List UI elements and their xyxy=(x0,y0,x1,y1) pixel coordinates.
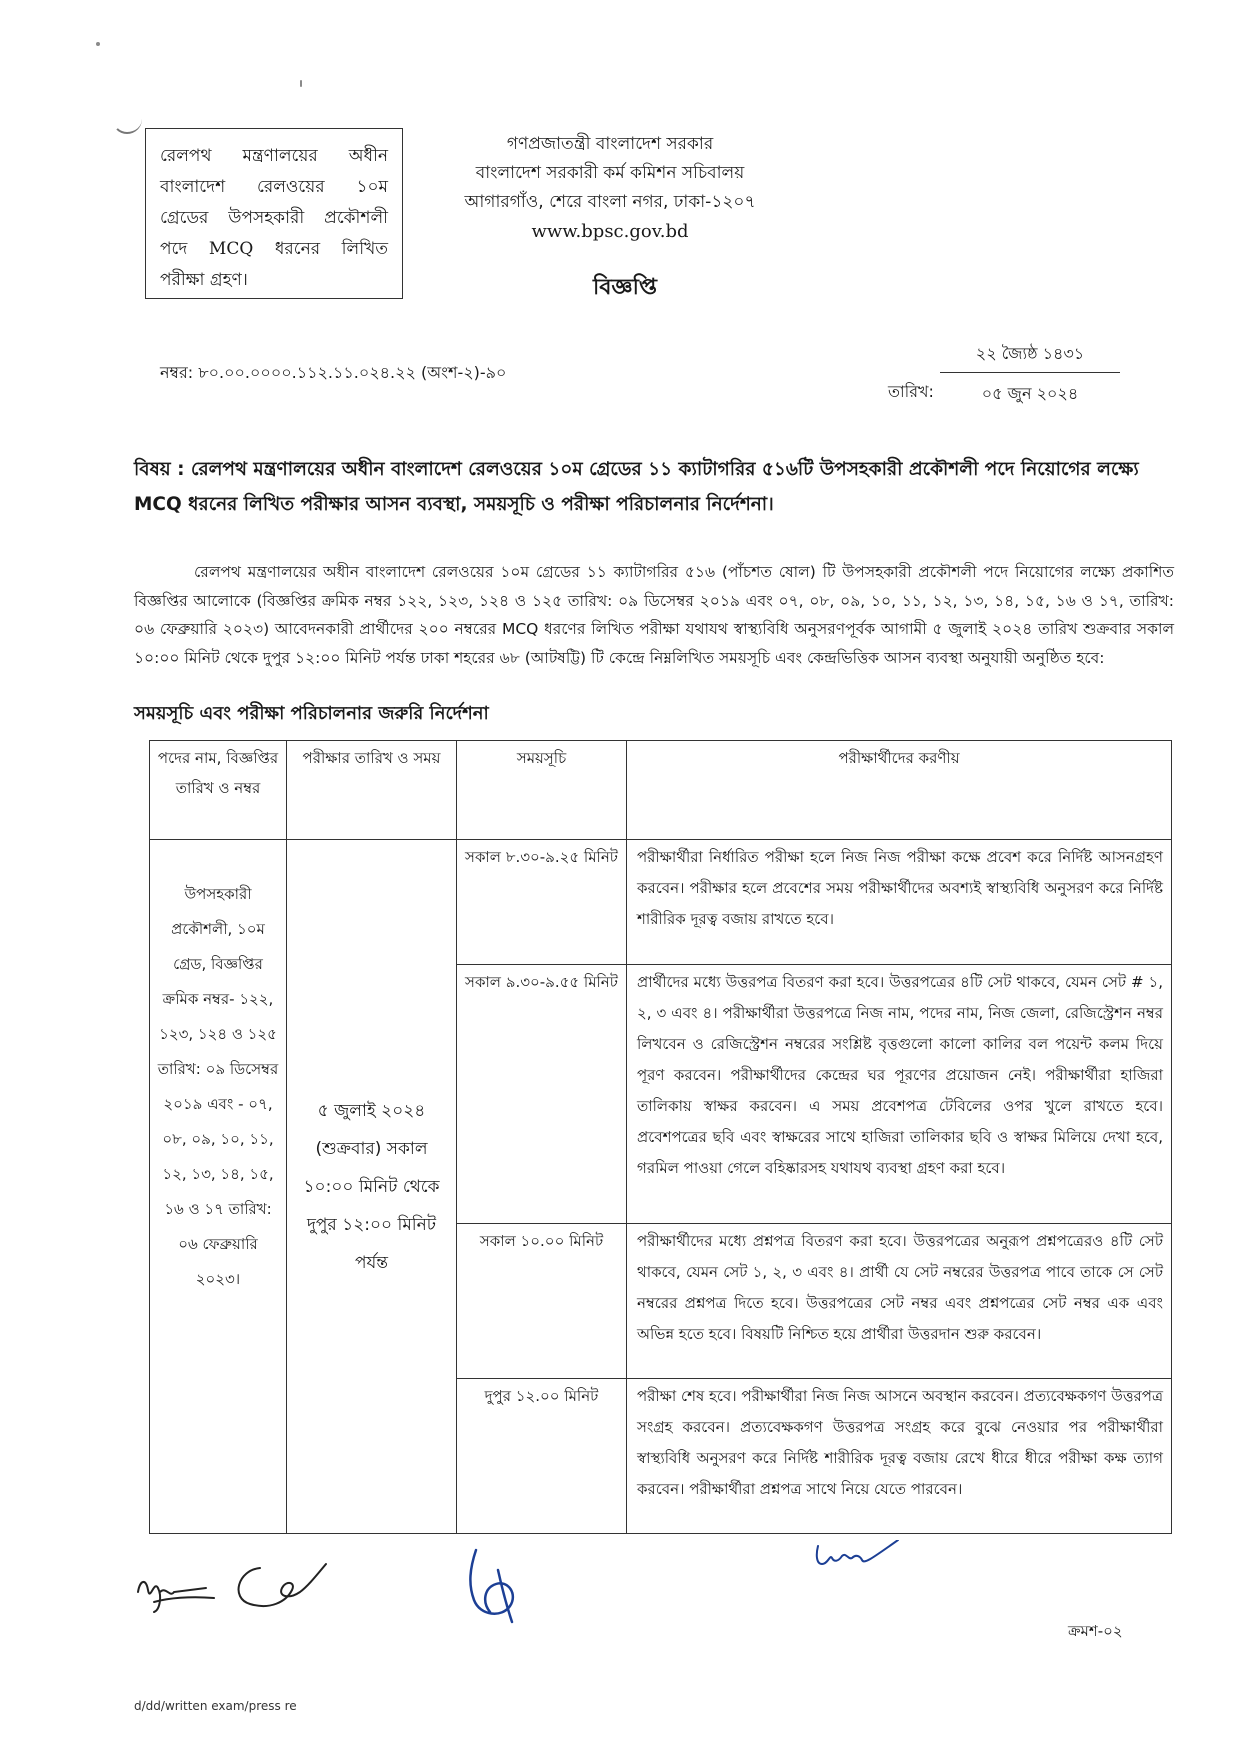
instruction-cell: পরীক্ষার্থীদের মধ্যে প্রশ্নপত্র বিতরণ করা হবে। উত্তরপত্রের অনুরূপ প্রশ্নপত্রেরও ৪টি সেট থাকবে, যেমন সেট ১, ২, ৩ এবং ৪। প্রার্থী যে সেট নম্বরের উত্তরপত্র পাবে তাকে সে সেট নম্বরের প্রশ্নপত্র দিতে হবে। উত্তরপত্রের সেট নম্বর এবং প্রশ্নপত্রের সেট নম্বর এক এবং অভিন্ন হতে হবে। বিষয়টি নিশ্চিত হয়ে প্রার্থীরা উত্তরদান শুরু করবেন। xyxy=(627,1224,1172,1379)
scan-dot xyxy=(300,80,302,87)
post-info-cell: উপসহকারী প্রকৌশলী, ১০ম গ্রেড, বিজ্ঞপ্তির ক্রমিক নম্বর- ১২২, ১২৩, ১২৪ ও ১২৫ তারিখ: ০৯ ডিসেম্বর ২০১৯ এবং - ০৭, ০৮, ০৯, ১০, ১১, ১২, ১৩, ১৪, ১৫, ১৬ ও ১৭ তারিখ: ০৬ ফেব্রুয়ারি ২০২৩। xyxy=(150,840,287,1534)
schedule-slot: সকাল ৯.৩০-৯.৫৫ মিনিট xyxy=(457,965,627,1224)
letterhead-line-address: আগারগাঁও, শেরে বাংলা নগর, ঢাকা-১২০৭ xyxy=(464,192,756,212)
header-exam-time: পরীক্ষার তারিখ ও সময় xyxy=(287,741,457,840)
continued-label: ক্রমশ-০২ xyxy=(1068,1622,1123,1640)
date-gregorian: ০৫ জুন ২০২৪ xyxy=(981,384,1079,403)
subject-box: রেলপথ মন্ত্রণালয়ের অধীন বাংলাদেশ রেলওয়ের ১০ম গ্রেডের উপসহকারী প্রকৌশলী পদে MCQ ধরনের লিখিত পরীক্ষা গ্রহণ। xyxy=(145,128,403,299)
notice-title: বিজ্ঞপ্তি xyxy=(593,275,657,300)
memo-number: নম্বর: ৮০.০০.০০০০.১১২.১১.০২৪.২২ (অংশ-২)-৯০ xyxy=(160,363,507,382)
signature-2 xyxy=(239,1564,326,1606)
schedule-slot: সকাল ৮.৩০-৯.২৫ মিনিট xyxy=(457,840,627,965)
table-header-row xyxy=(150,741,1172,840)
instruction-cell: পরীক্ষা শেষ হবে। পরীক্ষার্থীরা নিজ নিজ আসনে অবস্থান করবেন। প্রত্যবেক্ষকগণ উত্তরপত্র সংগ্রহ করবেন। প্রত্যবেক্ষকগণ উত্তরপত্র সংগ্রহ করে বুঝে নেওয়ার পর পরীক্ষার্থীরা স্বাস্থ্যবিধি অনুসরণ করে নির্দিষ্ট শারীরিক দূরত্ব বজায় রেখে ধীরে ধীরে পরীক্ষা কক্ষ ত্যাগ করবেন। পরীক্ষার্থীরা প্রশ্নপত্র সাথে নিয়ে যেতে পারবেন। xyxy=(627,1379,1172,1534)
instruction-cell: পরীক্ষার্থীরা নির্ধারিত পরীক্ষা হলে নিজ নিজ পরীক্ষা কক্ষে প্রবেশ করে নির্দিষ্ট আসনগ্রহণ করবেন। পরীক্ষার হলে প্রবেশের সময় পরীক্ষার্থীদের অবশ্যই স্বাস্থ্যবিধি অনুসরণ করে নির্দিষ্ট শারীরিক দূরত্ব বজায় রাখতে হবে। xyxy=(627,840,1172,965)
schedule-slot: দুপুর ১২.০০ মিনিট xyxy=(457,1379,627,1534)
instruction-cell: প্রার্থীদের মধ্যে উত্তরপত্র বিতরণ করা হবে। উত্তরপত্রের ৪টি সেট থাকবে, যেমন সেট # ১, ২, ৩ এবং ৪। পরীক্ষার্থীরা উত্তরপত্রে নিজ নাম, পদের নাম, নিজ জেলা, রেজিস্ট্রেশন নম্বর লিখবেন ও রেজিস্ট্রেশন নম্বরের সংশ্লিষ্ট বৃত্তগুলো কালো কালির বল পয়েন্ট কলম দিয়ে পূরণ করবেন। পরীক্ষার্থীদের কেন্দ্রের ঘর পূরণের প্রয়োজন নেই। পরীক্ষার্থীরা হাজিরা তালিকায় স্বাক্ষর করবেন। এ সময় প্রবেশপত্র টেবিলের ওপর খুলে রাখতে হবে। প্রবেশপত্রের ছবি এবং স্বাক্ষরের সাথে হাজিরা তালিকার ছবি ও স্বাক্ষর মিলিয়ে দেখা হবে, গরমিল পাওয়া গেলে বহিষ্কারসহ যথাযথ ব্যবস্থা গ্রহণ করা হবে। xyxy=(627,965,1172,1224)
signature-1 xyxy=(138,1582,214,1612)
scan-curve xyxy=(112,112,142,134)
letterhead-line-government: গণপ্রজাতন্ত্রী বাংলাদেশ সরকার xyxy=(506,134,714,154)
header-post: পদের নাম, বিজ্ঞপ্তির তারিখ ও নম্বর xyxy=(150,741,287,840)
subject-line: বিষয় : রেলপথ মন্ত্রণালয়ের অধীন বাংলাদেশ রেলওয়ের ১০ম গ্রেডের ১১ ক্যাটাগরির ৫১৬টি উপসহকারী প্রকৌশলী পদে নিয়োগের লক্ষ্যে MCQ ধরনের লিখিত পরীক্ষার আসন ব্যবস্থা, সময়সূচি ও পরীক্ষা পরিচালনার নির্দেশনা। xyxy=(134,459,1139,515)
exam-time-cell: ৫ জুলাই ২০২৪ (শুক্রবার) সকাল ১০:০০ মিনিট থেকে দুপুর ১২:০০ মিনিট পর্যন্ত xyxy=(287,840,457,1534)
signature-3 xyxy=(470,1550,512,1622)
header-schedule: সময়সূচি xyxy=(457,741,627,840)
signature-4 xyxy=(817,1540,898,1564)
signatures xyxy=(110,1540,1150,1650)
body-paragraph: রেলপথ মন্ত্রণালয়ের অধীন বাংলাদেশ রেলওয়ের ১০ম গ্রেডের ১১ ক্যাটাগরির ৫১৬ (পাঁচশত ষোল) টি উপসহকারী প্রকৌশলী পদে নিয়োগের লক্ষ্যে প্রকাশিত বিজ্ঞপ্তির আলোকে (বিজ্ঞপ্তির ক্রমিক নম্বর ১২২, ১২৩, ১২৪ ও ১২৫ তারিখ: ০৯ ডিসেম্বর ২০১৯ এবং ০৭, ০৮, ০৯, ১০, ১১, ১২, ১৩, ১৪, ১৫, ১৬ ও ১৭, তারিখ: ০৬ ফেব্রুয়ারি ২০২৩) আবেদনকারী প্রার্থীদের ২০০ নম্বরের MCQ ধরণের লিখিত পরীক্ষা যথাযথ স্বাস্থ্যবিধি অনুসরণপূর্বক আগামী ৫ জুলাই ২০২৪ তারিখ শুক্রবার সকাল ১০:০০ মিনিট থেকে দুপুর ১২:০০ মিনিট পর্যন্ত ঢাকা শহরের ৬৮ (আটষট্টি) টি কেন্দ্রে নিম্নলিখিত সময়সূচি এবং কেন্দ্রভিত্তিক আসন ব্যবস্থা অনুযায়ী অনুষ্ঠিত হবে: xyxy=(134,563,1174,667)
table-heading: সময়সূচি এবং পরীক্ষা পরিচালনার জরুরি নির্দেশনা xyxy=(134,703,489,724)
schedule-table xyxy=(149,740,1172,1534)
table-row xyxy=(150,840,1172,965)
letterhead-line-commission: বাংলাদেশ সরকারী কর্ম কমিশন সচিবালয় xyxy=(475,163,745,183)
schedule-slot: সকাল ১০.০০ মিনিট xyxy=(457,1224,627,1379)
scan-dot xyxy=(96,42,100,46)
header-instructions: পরীক্ষার্থীদের করণীয় xyxy=(627,741,1172,840)
file-path: d/dd/written exam/press re xyxy=(134,1699,297,1713)
date-divider xyxy=(940,372,1120,373)
letterhead-website: www.bpsc.gov.bd xyxy=(531,221,689,242)
date-label: তারিখ: xyxy=(888,382,934,401)
letterhead xyxy=(440,130,780,246)
date-bangla: ২২ জ্যৈষ্ঠ ১৪৩১ xyxy=(975,344,1085,363)
